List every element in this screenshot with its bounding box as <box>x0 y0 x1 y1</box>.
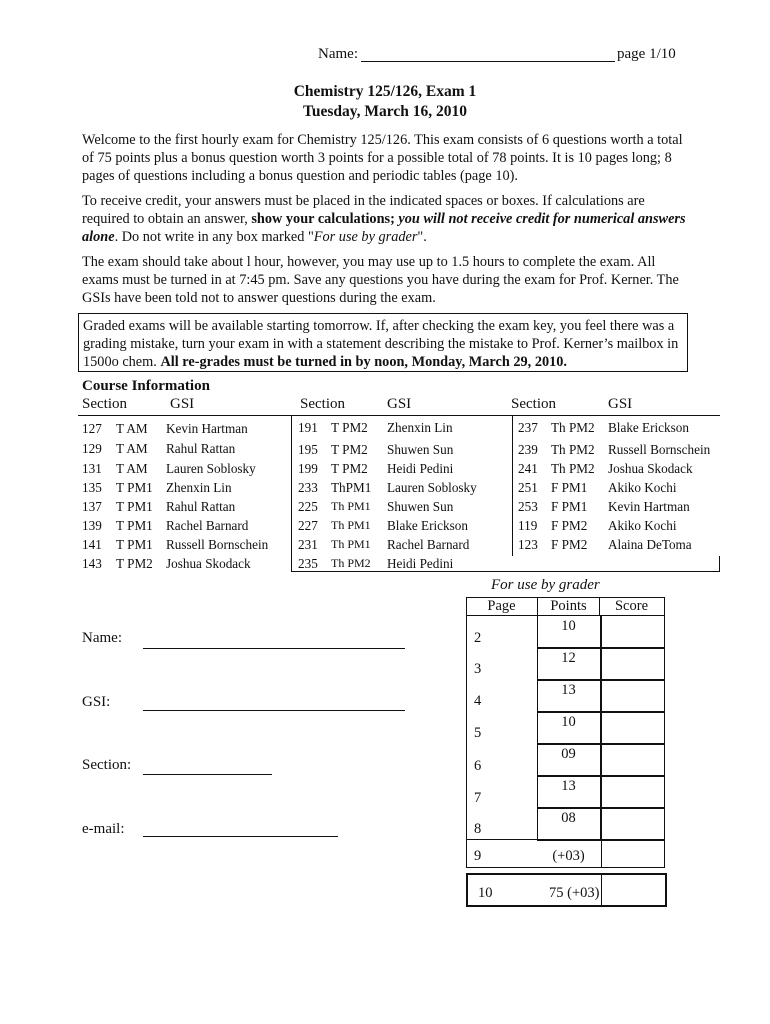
grader-caption: For use by grader <box>491 577 600 593</box>
score-box[interactable] <box>601 743 665 777</box>
total-points-value: 75 (+03) <box>549 885 600 901</box>
score-box[interactable] <box>601 807 665 841</box>
grader-page-header: Page <box>487 598 516 614</box>
score-box[interactable] <box>601 647 665 681</box>
gsi-header: GSI <box>387 396 412 412</box>
intro-paragraph-2: To receive credit, your answers must be placed in the indicated spaces or boxes. If calculations are required to obtain an answer, show your calculations; you will not receive credit for numerical answers alone. Do not write in any box marked "For use by grader". <box>82 193 686 245</box>
page-number: page 1/10 <box>617 46 676 62</box>
points-value: 13 <box>561 778 576 794</box>
score-box[interactable] <box>601 711 665 745</box>
total-row-divider <box>601 873 602 905</box>
points-value: 10 <box>561 714 576 730</box>
page-value: 5 <box>474 725 482 741</box>
page-value: 3 <box>474 661 482 677</box>
name-field-label: Name: <box>82 630 122 646</box>
grader-score-header: Score <box>614 598 648 614</box>
page-value: 8 <box>474 821 482 837</box>
gsi-field-label: GSI: <box>82 694 111 710</box>
intro-paragraph-3: The exam should take about l hour, however, you may use up to 1.5 hours to complete the exam. All exams must be turned in at 7:45 pm. Save any questions you have during the exam for Prof. Kerner. The GSIs have been told not to answer questions during the exam. <box>82 254 679 306</box>
regrade-notice-box <box>78 313 688 372</box>
points-value: 08 <box>561 810 576 826</box>
intro-paragraph-1: Welcome to the first hourly exam for Chemistry 125/126. This exam consists of 6 questions worth a total of 75 points plus a bonus question worth 3 points for a possible total of 78 points. It is 10 pages long; 8 pages of questions including a bonus question and periodic tables (page 10). <box>82 132 683 184</box>
score-box[interactable] <box>601 839 665 868</box>
grader-points-header: Points <box>550 598 587 614</box>
section-header: Section <box>300 396 345 412</box>
exam-date: Tuesday, March 16, 2010 <box>302 103 468 120</box>
gsi-header: GSI <box>608 396 633 412</box>
page-value: 4 <box>474 693 482 709</box>
course-info-title: Course Information <box>82 378 210 394</box>
points-value: 12 <box>561 650 576 666</box>
total-page-value: 10 <box>478 885 493 901</box>
email-field-line[interactable] <box>143 836 338 837</box>
page-value: 2 <box>474 630 482 646</box>
score-box[interactable] <box>601 679 665 713</box>
points-value: 09 <box>561 746 576 762</box>
page-value: 9 <box>474 848 482 864</box>
section-field-line[interactable] <box>143 774 272 775</box>
page-value: 7 <box>474 790 482 806</box>
name-blank-line[interactable] <box>361 61 615 62</box>
points-value: 13 <box>561 682 576 698</box>
course-table-bottom-rule <box>291 571 720 572</box>
section-field-label: Section: <box>82 757 132 773</box>
section-header: Section <box>511 396 556 412</box>
course-table-rule <box>78 415 720 416</box>
score-box[interactable] <box>601 775 665 809</box>
name-field-line[interactable] <box>143 648 405 649</box>
course-table-corner <box>719 556 720 572</box>
name-label: Name: <box>318 46 358 62</box>
regrade-notice: Graded exams will be available starting tomorrow. If, after checking the exam key, you feel there was a grading mistake, turn your exam in with a statement describing the mistake to Prof. Kerner’s mailbox in 1500o chem. All re-grades must be turned in by noon, Monday, March 29, 2010. <box>83 318 679 370</box>
course-column-divider <box>512 415 513 556</box>
section-header: Section <box>82 396 127 412</box>
course-column-divider <box>291 415 292 572</box>
exam-title: Chemistry 125/126, Exam 1 <box>293 83 477 100</box>
email-field-label: e-mail: <box>82 821 125 837</box>
score-box[interactable] <box>601 615 665 649</box>
gsi-field-line[interactable] <box>143 710 405 711</box>
page-value: 6 <box>474 758 482 774</box>
points-value: 10 <box>561 618 576 634</box>
gsi-header: GSI <box>170 396 195 412</box>
points-value: (+03) <box>552 848 585 864</box>
